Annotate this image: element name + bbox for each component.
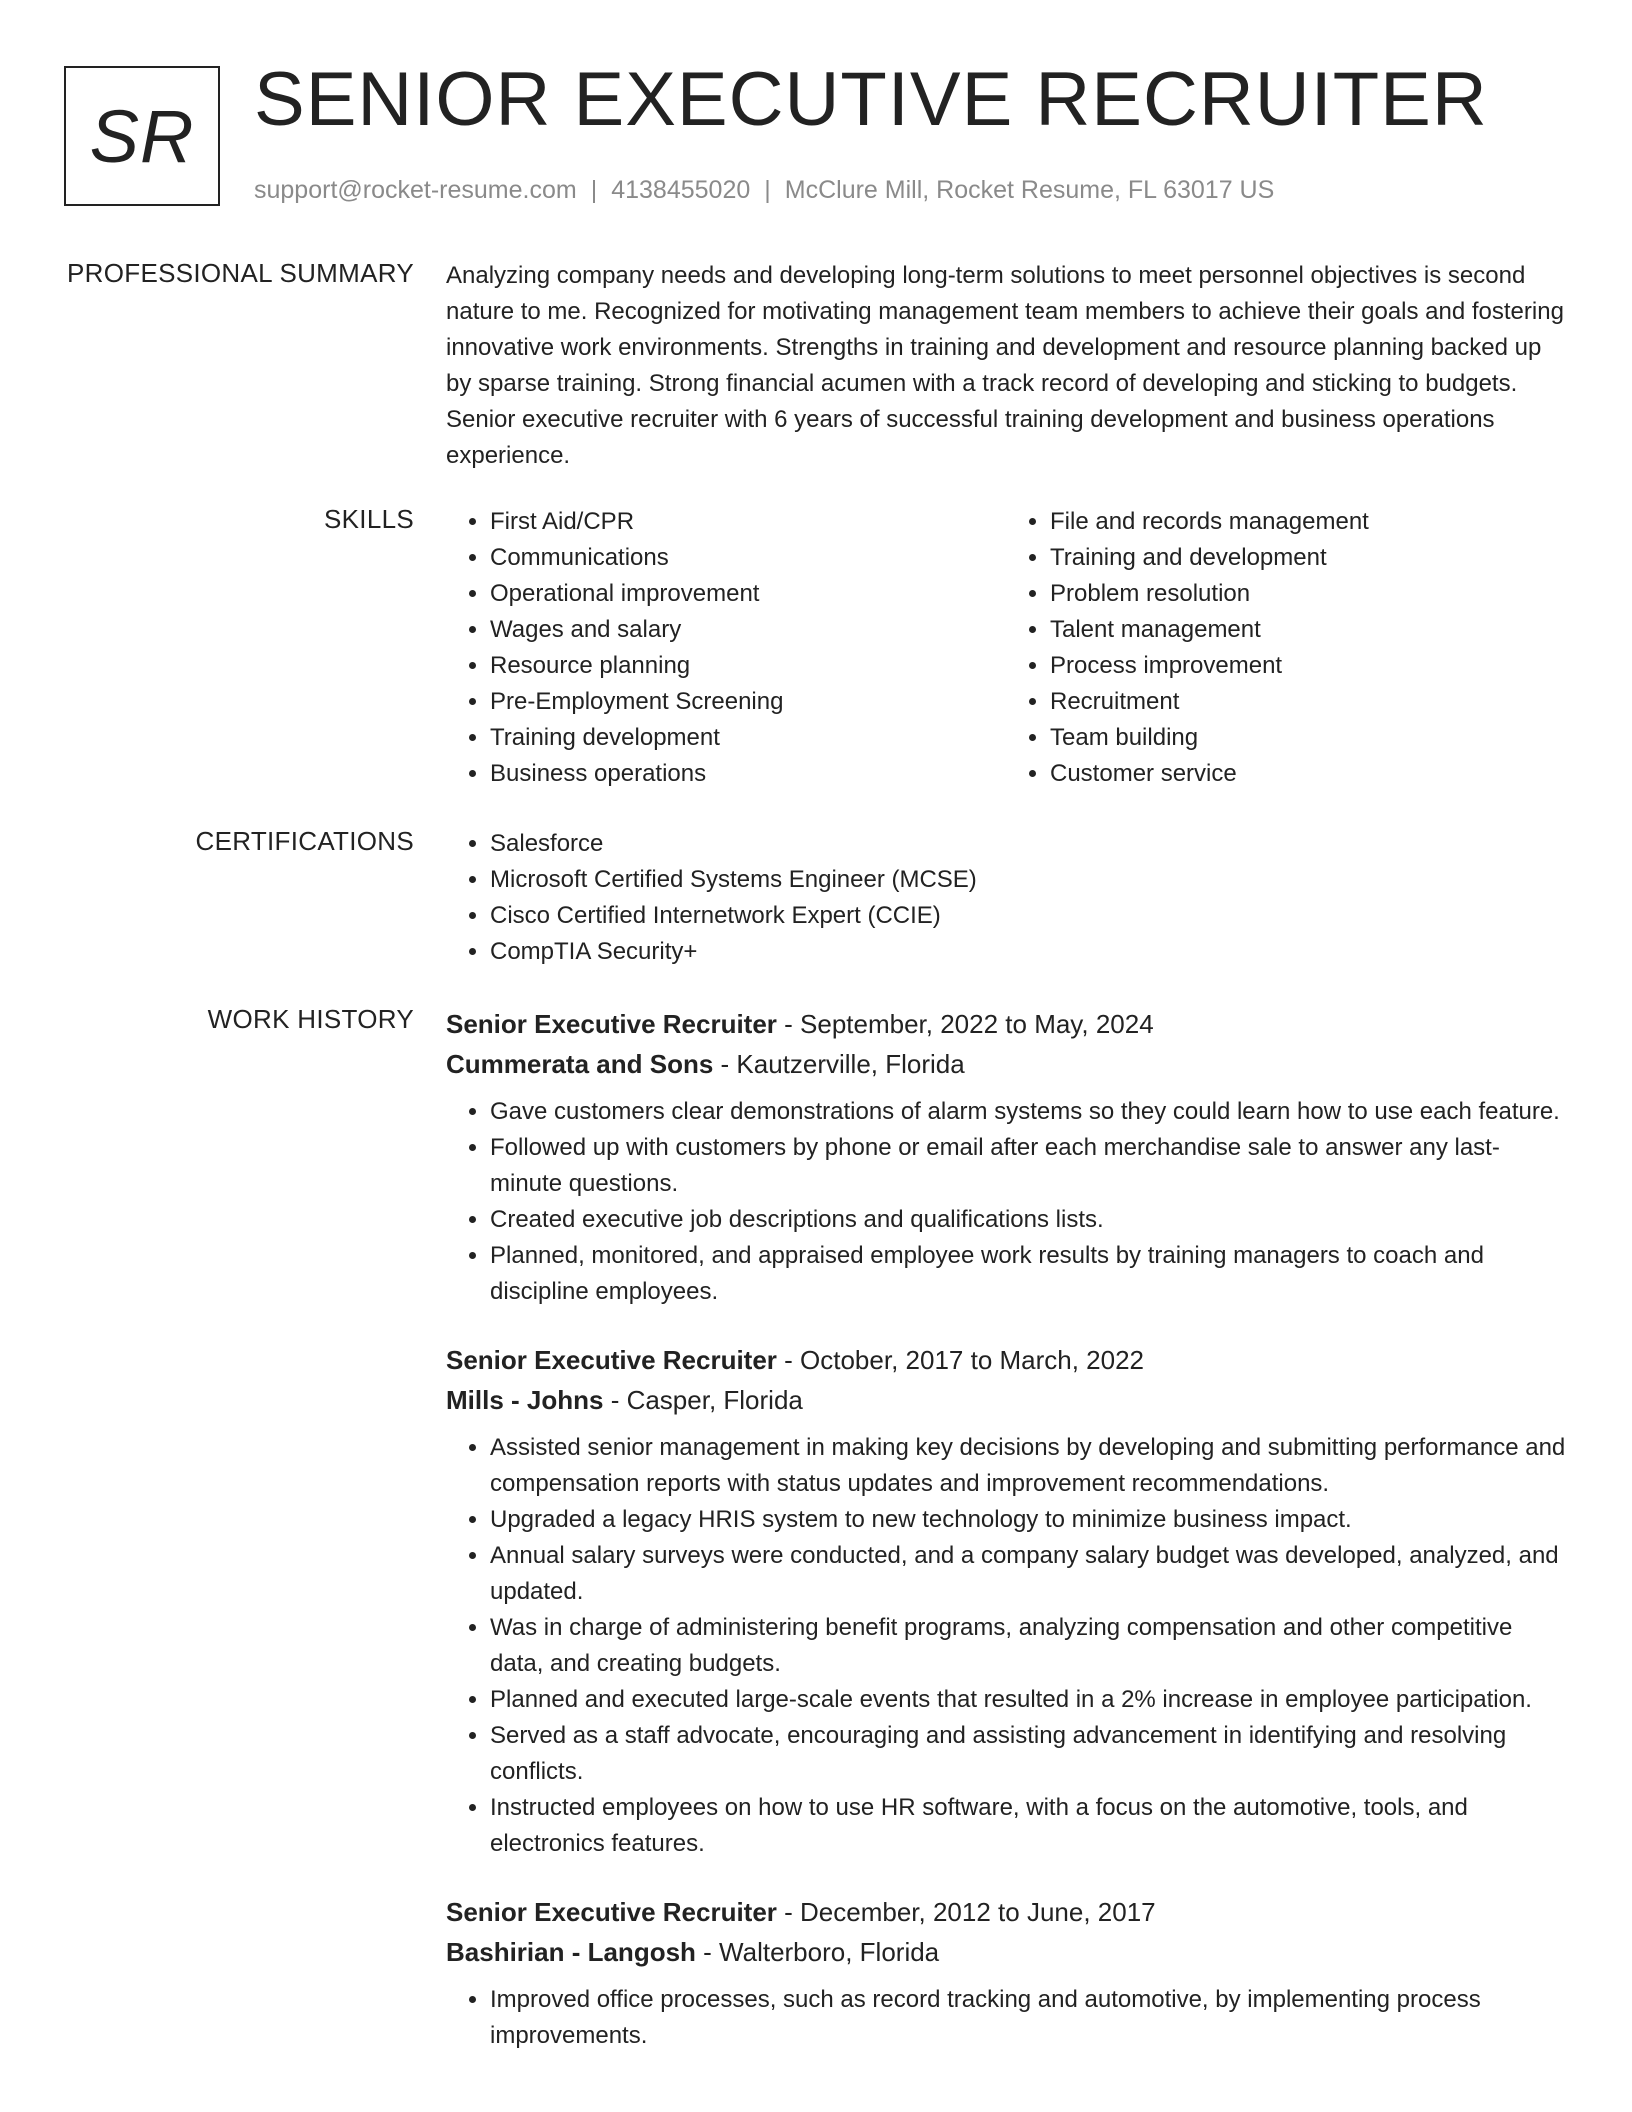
skill-item: • Problem resolution (1050, 576, 1566, 612)
job-bullet: • Instructed employees on how to use HR software, with a focus on the automotive, tools, and electronics features. (490, 1790, 1566, 1862)
contact-address: McClure Mill, Rocket Resume, FL 63017 US (784, 176, 1275, 204)
skill-item: • Operational improvement (490, 576, 1006, 612)
skill-item: • Team building (1050, 720, 1566, 756)
contact-email: support@rocket-resume.com (254, 176, 577, 204)
contact-phone: 4138455020 (611, 176, 751, 204)
job-company: Mills - Johns (446, 1385, 604, 1415)
job-dates: - December, 2012 to June, 2017 (776, 1897, 1156, 1927)
job-bullets (446, 1430, 1566, 1862)
skill-item: • Training development (490, 720, 1006, 756)
job-bullet: • Followed up with customers by phone or email after each merchandise sale to answer any last-minute questions. (490, 1130, 1566, 1202)
job-bullet: • Gave customers clear demonstrations of alarm systems so they could learn how to use each feature. (490, 1094, 1566, 1130)
work-history-body (446, 1004, 1566, 2084)
job-entry (446, 1892, 1566, 2054)
skill-item: • File and records management (1050, 504, 1566, 540)
skill-item: • Customer service (1050, 756, 1566, 792)
skills-list-left (446, 504, 1006, 792)
contact-line (254, 176, 1274, 205)
job-dates: - October, 2017 to March, 2022 (776, 1345, 1145, 1375)
certifications-list (446, 826, 1566, 970)
certification-item: • Salesforce (490, 826, 1566, 862)
summary-label: PROFESSIONAL SUMMARY (67, 258, 414, 288)
job-title-line (446, 1892, 1566, 1932)
skill-item: • Pre-Employment Screening (490, 684, 1006, 720)
skill-item: • First Aid/CPR (490, 504, 1006, 540)
skills-list-right (1006, 504, 1566, 792)
job-company-line (446, 1932, 1566, 1972)
job-dates: - September, 2022 to May, 2024 (776, 1009, 1154, 1039)
job-company-line (446, 1044, 1566, 1084)
resume-title: SENIOR EXECUTIVE RECRUITER (254, 57, 1488, 142)
job-title: Senior Executive Recruiter (446, 1345, 777, 1375)
job-bullet: • Was in charge of administering benefit programs, analyzing compensation and other competitive data, and creating budgets. (490, 1610, 1566, 1682)
job-location: - Casper, Florida (603, 1385, 803, 1415)
work-history-label: WORK HISTORY (207, 1004, 414, 1034)
skill-item: • Communications (490, 540, 1006, 576)
job-company: Cummerata and Sons (446, 1049, 714, 1079)
skill-item: • Training and development (1050, 540, 1566, 576)
certifications-label: CERTIFICATIONS (195, 826, 414, 856)
skills-label: SKILLS (324, 504, 414, 534)
summary-body (446, 258, 1566, 474)
job-location: - Walterboro, Florida (695, 1937, 940, 1967)
job-bullet: • Upgraded a legacy HRIS system to new technology to minimize business impact. (490, 1502, 1566, 1538)
job-bullet: • Annual salary surveys were conducted, and a company salary budget was developed, analyzed, and updated. (490, 1538, 1566, 1610)
job-bullet: • Planned and executed large-scale events that resulted in a 2% increase in employee participation. (490, 1682, 1566, 1718)
skill-item: • Process improvement (1050, 648, 1566, 684)
certification-item: • CompTIA Security+ (490, 934, 1566, 970)
job-title-line (446, 1004, 1566, 1044)
job-bullet: • Served as a staff advocate, encouraging and assisting advancement in identifying and resolving conflicts. (490, 1718, 1566, 1790)
skill-item: • Business operations (490, 756, 1006, 792)
skill-item: • Talent management (1050, 612, 1566, 648)
contact-separator: | (764, 176, 771, 204)
job-location: - Kautzerville, Florida (713, 1049, 965, 1079)
job-entry (446, 1340, 1566, 1862)
contact-separator: | (590, 176, 598, 204)
certification-item: • Microsoft Certified Systems Engineer (MCSE) (490, 862, 1566, 898)
certifications-body (446, 826, 1566, 970)
job-company: Bashirian - Langosh (446, 1937, 696, 1967)
skill-item: • Recruitment (1050, 684, 1566, 720)
skills-body (446, 504, 1566, 792)
job-title: Senior Executive Recruiter (446, 1897, 777, 1927)
job-company-line (446, 1380, 1566, 1420)
monogram-logo: SR (64, 66, 220, 206)
job-bullet: • Improved office processes, such as record tracking and automotive, by implementing process improvements. (490, 1982, 1566, 2054)
job-bullet: • Assisted senior management in making key decisions by developing and submitting performance and compensation reports with status updates and improvement recommendations. (490, 1430, 1566, 1502)
skill-item: • Resource planning (490, 648, 1006, 684)
job-title-line (446, 1340, 1566, 1380)
job-bullets (446, 1982, 1566, 2054)
job-title: Senior Executive Recruiter (446, 1009, 777, 1039)
job-bullet: • Planned, monitored, and appraised employee work results by training managers to coach and discipline employees. (490, 1238, 1566, 1310)
skill-item: • Wages and salary (490, 612, 1006, 648)
job-entry (446, 1004, 1566, 1310)
summary-text: Analyzing company needs and developing long-term solutions to meet personnel objectives is second nature to me. Recognized for motivating management team members to achieve their goals and fostering innovative work environments. Strengths in training and development and resource planning backed up by sparse training. Strong financial acumen with a track record of developing and sticking to budgets. Senior executive recruiter with 6 years of successful training development and business operations experience. (446, 262, 1564, 469)
job-bullets (446, 1094, 1566, 1310)
job-bullet: • Created executive job descriptions and qualifications lists. (490, 1202, 1566, 1238)
certification-item: • Cisco Certified Internetwork Expert (CCIE) (490, 898, 1566, 934)
